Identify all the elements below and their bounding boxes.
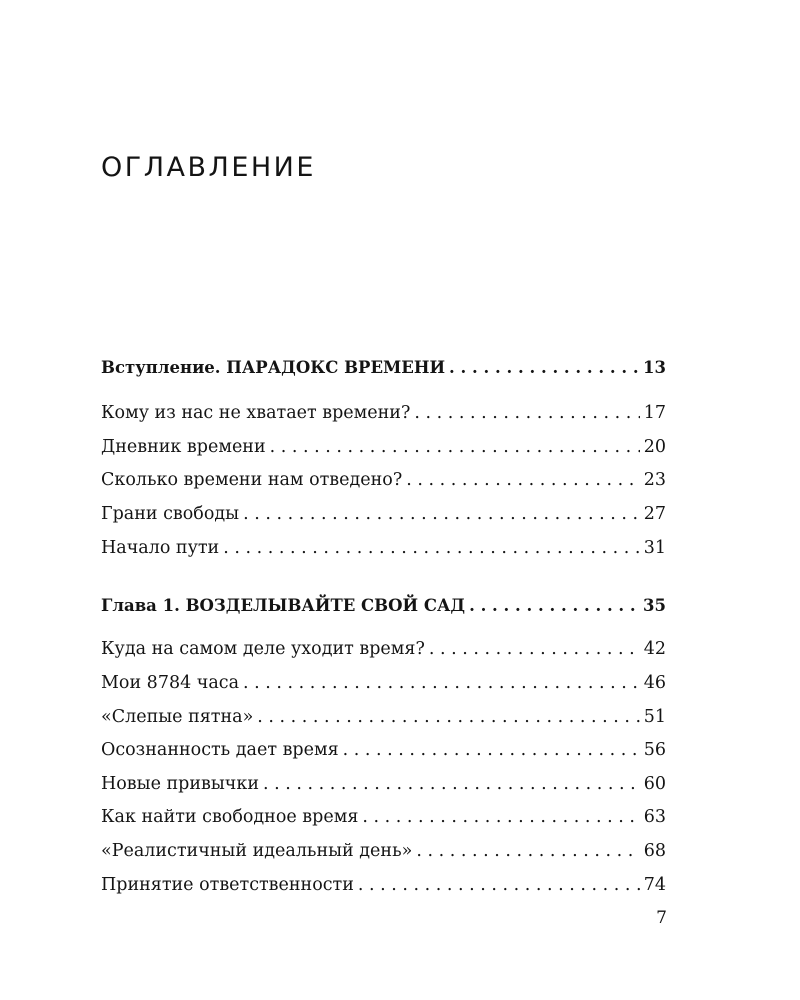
toc-entry (101, 805, 666, 829)
toc-entry (101, 705, 666, 729)
entry-page-number: 56 (643, 740, 666, 760)
entry-page-number: 35 (643, 596, 666, 615)
toc-entry (101, 435, 666, 459)
toc-entry (101, 873, 666, 897)
entry-title: Грани свободы (101, 504, 240, 524)
entry-page-number: 17 (643, 403, 666, 423)
toc-entry (101, 738, 666, 762)
dot-leader (263, 772, 640, 796)
entry-page-number: 60 (643, 774, 666, 794)
entry-title: Начало пути (101, 538, 220, 558)
dot-leader (362, 805, 639, 829)
entry-title: Куда на самом деле уходит время? (101, 639, 425, 659)
entry-title: Дневник времени (101, 437, 266, 457)
entry-page-number: 27 (643, 504, 666, 524)
toc-entry (101, 594, 666, 618)
dot-leader (270, 435, 640, 459)
entry-title: «Слепые пятна» (101, 707, 254, 727)
entry-page-number: 20 (643, 437, 666, 457)
toc-entry (101, 637, 666, 661)
dot-leader (449, 356, 639, 380)
toc-entry (101, 468, 666, 492)
dot-leader (358, 873, 640, 897)
entry-title: Вступление. ПАРАДОКС ВРЕМЕНИ (101, 358, 446, 377)
dot-leader (416, 839, 639, 863)
toc-entry (101, 356, 666, 380)
dot-leader (469, 594, 639, 618)
toc-entry (101, 772, 666, 796)
entry-title: «Реалистичный идеальный день» (101, 841, 413, 861)
entry-page-number: 63 (643, 807, 666, 827)
page-number: 7 (656, 908, 667, 928)
entry-title: Кому из нас не хватает времени? (101, 403, 411, 423)
entry-title: Принятие ответственности (101, 875, 354, 895)
dot-leader (343, 738, 640, 762)
toc-entry (101, 839, 666, 863)
dot-leader (429, 637, 640, 661)
toc-entry (101, 671, 666, 695)
dot-leader (223, 536, 639, 560)
entry-title: Глава 1. ВОЗДЕЛЫВАЙТЕ СВОЙ САД (101, 596, 466, 615)
entry-title: Мои 8784 часа (101, 673, 240, 693)
entry-title: Сколько времени нам отведено? (101, 470, 403, 490)
entry-title: Как найти свободное время (101, 807, 359, 827)
toc-heading: ОГЛАВЛЕНИЕ (101, 152, 316, 183)
toc-entry (101, 502, 666, 526)
entry-page-number: 46 (643, 673, 666, 693)
entry-page-number: 13 (643, 358, 666, 377)
entry-title: Новые привычки (101, 774, 259, 794)
entry-page-number: 68 (643, 841, 666, 861)
dot-leader (414, 401, 639, 425)
entry-page-number: 31 (643, 538, 666, 558)
dot-leader (406, 468, 639, 492)
dot-leader (257, 705, 639, 729)
entry-title: Осознанность дает время (101, 740, 339, 760)
entry-page-number: 51 (643, 707, 666, 727)
entry-page-number: 74 (643, 875, 666, 895)
entry-page-number: 42 (643, 639, 666, 659)
dot-leader (243, 502, 640, 526)
dot-leader (243, 671, 640, 695)
toc-entry (101, 401, 666, 425)
entry-page-number: 23 (643, 470, 666, 490)
toc-entry (101, 536, 666, 560)
